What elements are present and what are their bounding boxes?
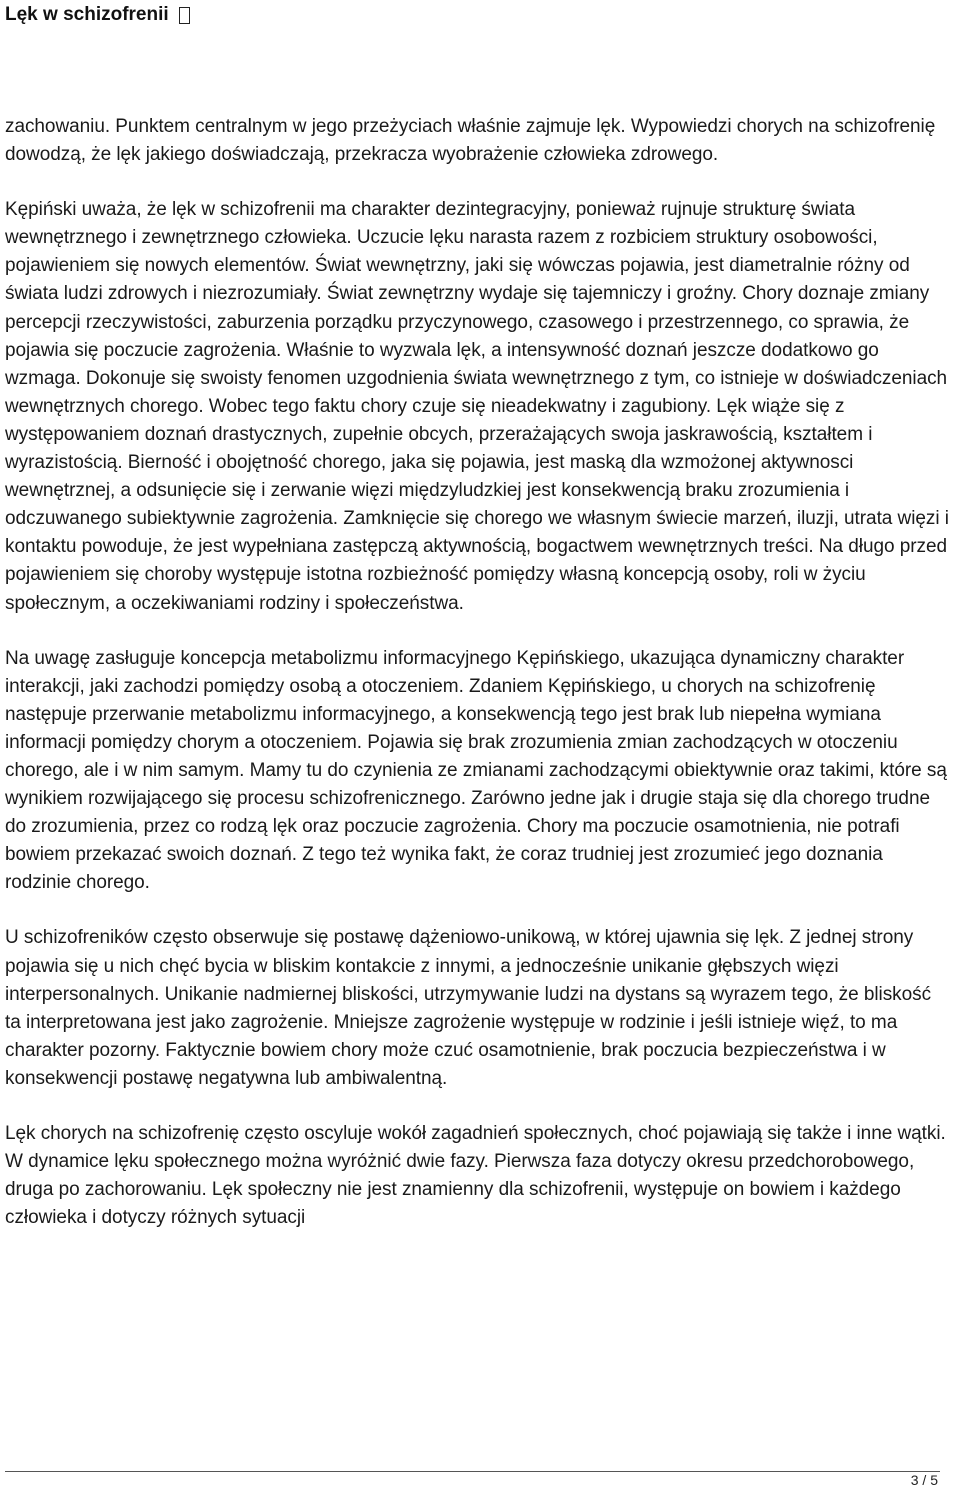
- document-body: [5, 113, 949, 1259]
- paragraph-1: zachowaniu. Punktem centralnym w jego przeżyciach właśnie zajmuje lęk. Wypowiedzi chorych na schizofrenię dowodzą, że lęk jakiego doświadczają, przekracza wyobrażenie człowieka zdrowego.: [5, 116, 936, 166]
- paragraph-3: Na uwagę zasługuje koncepcja metabolizmu informacyjnego Kępińskiego, ukazująca dynamiczny charakter interakcji, jaki zachodzi pomiędzy osobą a otoczeniem. Zdaniem Kępińskiego, u chorych na schizofrenię następuje przerwanie metabolizmu informacyjnego, a konsekwencją tego jest brak lub niepełna wymiana informacji pomiędzy chorym a otoczeniem. Pojawia się brak zrozumienia zmian zachodzących w otoczeniu chorego, ale i w nim samym. Mamy tu do czynienia ze zmianami zachodzącymi obiektywnie oraz takimi, które są wynikiem rozwijającego się procesu schizofrenicznego. Zarówno jedne jak i drugie staja się dla chorego trudne do zrozumienia, przez co rodzą lęk oraz poczucie zagrożenia. Chory ma poczucie osamotnienia, nie potrafi bowiem przekazać swoich doznań. Z tego też wynika fakt, że coraz trudniej jest zrozumieć jego doznania rodzinie chorego.: [5, 647, 947, 894]
- page-number: 3 / 5: [910, 1472, 938, 1488]
- page-title: Lęk w schizofrenii: [5, 4, 169, 25]
- footer-divider: [5, 1471, 940, 1472]
- missing-glyph-icon: [179, 7, 190, 24]
- paragraph-2: Kępiński uważa, że lęk w schizofrenii ma charakter dezintegracyjny, ponieważ rujnuje strukturę świata wewnętrznego i zewnętrznego człowieka. Uczucie lęku narasta razem z rozbiciem struktury osobowości, pojawieniem się nowych elementów. Świat wewnętrzny, jaki się wówczas pojawia, jest diametralnie różny od świata ludzi zdrowych i niezrozumiały. Świat zewnętrzny wydaje się tajemniczy i groźny. Chory doznaje zmiany percepcji rzeczywistości, zaburzenia porządku przyczynowego, czasowego i przestrzennego, co sprawia, że pojawia się poczucie zagrożenia. Właśnie to wyzwala lęk, a intensywność doznań jeszcze dodatkowo go wzmaga. Dokonuje się swoisty fenomen uzgodnienia świata wewnętrznego z tym, co istnieje w doświadczeniach wewnętrznych chorego. Wobec tego faktu chory czuje się nieadekwatny i zagubiony. Lęk wiąże się z występowaniem doznań drastycznych, zupełnie obcych, przerażających swoja jaskrawością, kształtem i wyrazistością. Bierność i obojętność chorego, jaka się pojawia, jest maską dla wzmożonej aktywnosci wewnętrznej, a odsunięcie się i zerwanie więzi międzyludzkiej jest konsekwencją braku zrozumienia i odczuwanego subiektywnie zagrożenia. Zamknięcie się chorego we własnym świecie marzeń, iluzji, utrata więzi i kontaktu powoduje, że jest wypełniana zastępczą aktywnością, bogactwem wewnętrznych treści. Na długo przed pojawieniem się choroby występuje istotna rozbieżność pomiędzy własną koncepcją osoby, roli w życiu społecznym, a oczekiwaniami rodziny i społeczeństwa.: [5, 199, 949, 614]
- paragraph-5: Lęk chorych na schizofrenię często oscyluje wokół zagadnień społecznych, choć pojawiają się także i inne wątki. W dynamice lęku społecznego można wyróżnić dwie fazy. Pierwsza faza dotyczy okresu przedchorobowego, druga po zachorowaniu. Lęk społeczny nie jest znamienny dla schizofrenii, występuje on bowiem i każdego człowieka i dotyczy różnych sytuacji: [5, 1123, 946, 1229]
- page-header: [5, 0, 190, 30]
- paragraph-4: U schizofreników często obserwuje się postawę dążeniowo-unikową, w której ujawnia się lęk. Z jednej strony pojawia się u nich chęć bycia w bliskim kontakcie z innymi, a jednocześnie unikanie głębszych więzi interpersonalnych. Unikanie nadmiernej bliskości, utrzymywanie ludzi na dystans są wyrazem tego, że bliskość ta interpretowana jest jako zagrożenie. Mniejsze zagrożenie występuje w rodzinie i jeśli istnieje więź, to ma charakter pozorny. Faktycznie bowiem chory może czuć osamotnienie, brak poczucia bezpieczeństwa i w konsekwencji postawę negatywna lub ambiwalentną.: [5, 927, 932, 1089]
